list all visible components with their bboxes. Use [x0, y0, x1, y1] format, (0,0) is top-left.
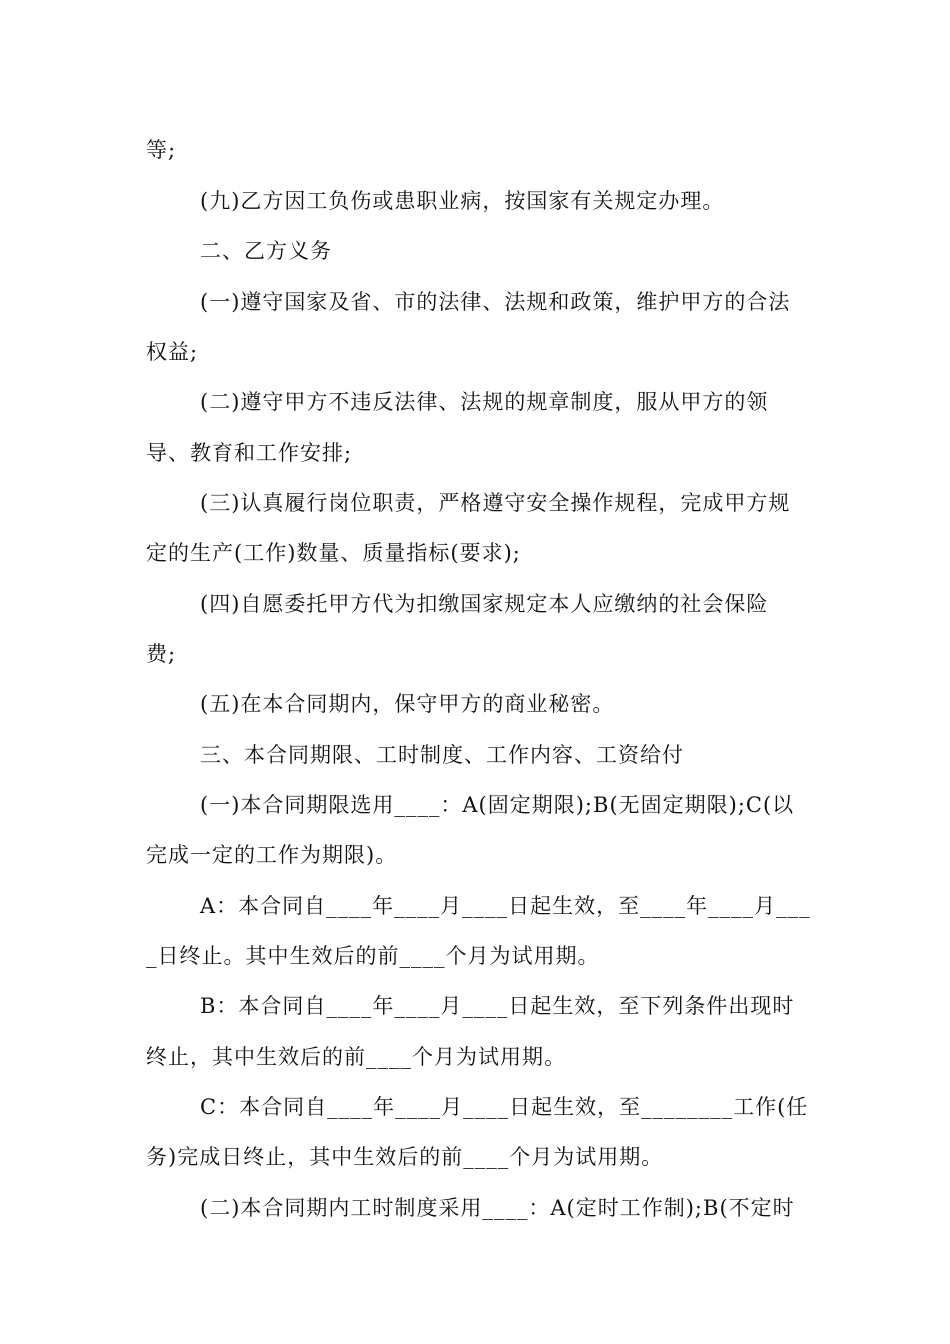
text-line: B：本合同自____年____月____日起生效，至下列条件出现时	[200, 994, 795, 1018]
text-line: (九)乙方因工负伤或患职业病，按国家有关规定办理。	[200, 189, 725, 213]
text-line: A：本合同自____年____月____日起生效，至____年____月___	[200, 894, 811, 918]
text-line: 定的生产(工作)数量、质量指标(要求);	[146, 541, 521, 565]
text-line: (四)自愿委托甲方代为扣缴国家规定本人应缴纳的社会保险	[200, 592, 769, 616]
text-line: _日终止。其中生效后的前____个月为试用期。	[146, 944, 600, 968]
text-line: 费;	[146, 642, 177, 666]
text-line: (一)遵守国家及省、市的法律、法规和政策，维护甲方的合法	[200, 290, 791, 314]
text-line: (二)本合同期内工时制度采用____：A(定时工作制);B(不定时	[200, 1196, 795, 1220]
text-line: (二)遵守甲方不违反法律、法规的规章制度，服从甲方的领	[200, 390, 769, 414]
text-line: 务)完成日终止，其中生效后的前____个月为试用期。	[146, 1145, 664, 1169]
text-line: (三)认真履行岗位职责，严格遵守安全操作规程，完成甲方规	[200, 491, 791, 515]
text-line: 完成一定的工作为期限)。	[146, 843, 398, 867]
text-line: 权益;	[146, 340, 199, 364]
text-line: 终止，其中生效后的前____个月为试用期。	[146, 1045, 566, 1069]
section-heading: 二、乙方义务	[200, 239, 332, 263]
text-line: (五)在本合同期内，保守甲方的商业秘密。	[200, 692, 615, 716]
section-heading: 三、本合同期限、工时制度、工作内容、工资给付	[200, 743, 684, 767]
text-line: C：本合同自____年____月____日起生效，至________工作(任	[200, 1095, 809, 1119]
text-line: (一)本合同期限选用____：A(固定期限);B(无固定期限);C(以	[200, 793, 795, 817]
text-line: 导、教育和工作安排;	[146, 441, 353, 465]
text-line: 等;	[146, 138, 177, 162]
